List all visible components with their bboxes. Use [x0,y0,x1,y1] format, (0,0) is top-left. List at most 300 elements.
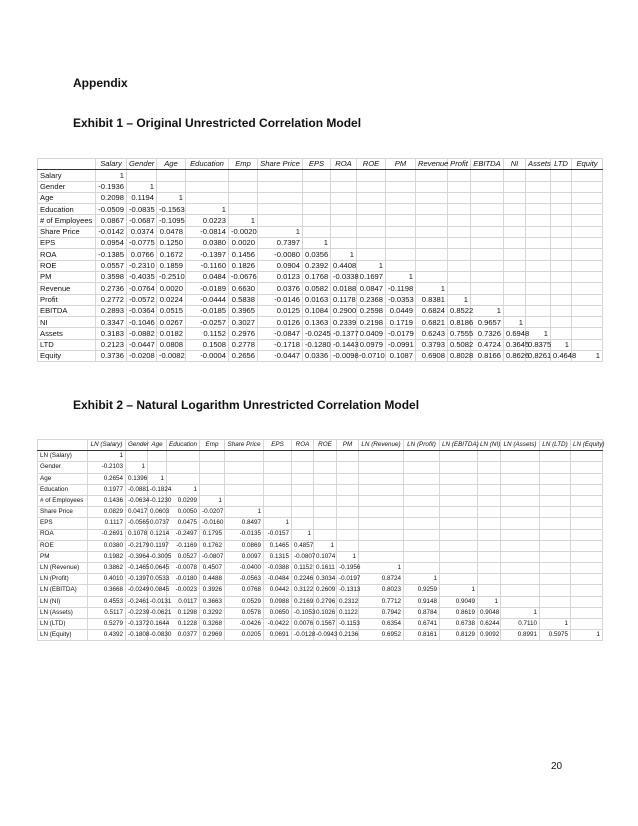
correlation-cell: 0.2246 [292,574,314,585]
column-header: Revenue [416,159,448,170]
correlation-cell: -0.0249 [126,585,148,596]
correlation-cell [526,238,551,249]
corner-cell [38,159,96,170]
correlation-cell: 0.8028 [448,351,471,362]
correlation-cell: -0.0882 [127,328,157,339]
correlation-cell [572,170,603,181]
correlation-cell: -0.0208 [127,351,157,362]
correlation-cell: 0.2123 [96,339,127,350]
correlation-cell: 0.0529 [225,596,264,607]
table-row [38,462,603,473]
correlation-cell [504,226,526,237]
header-row [38,440,603,451]
correlation-cell: 0.0188 [331,283,357,294]
correlation-cell: 0.6952 [359,630,404,641]
correlation-cell: 1 [167,484,200,495]
correlation-cell [501,551,540,562]
correlation-cell: 0.1859 [157,260,186,271]
correlation-cell [331,226,357,237]
table-row [38,529,603,540]
table-row [38,518,603,529]
correlation-cell [331,238,357,249]
correlation-cell [292,462,314,473]
correlation-cell [571,585,603,596]
correlation-cell: 0.1611 [314,563,337,574]
correlation-cell: 0.7397 [258,238,303,249]
column-header: PM [337,440,359,451]
correlation-cell: -0.0710 [357,351,386,362]
correlation-cell: 1 [229,215,258,226]
correlation-cell [448,271,471,282]
column-header: EBITDA [471,159,504,170]
correlation-cell: 0.6948 [504,328,526,339]
correlation-cell [448,283,471,294]
table-row [38,563,603,574]
correlation-cell [572,238,603,249]
correlation-cell [551,192,572,203]
correlation-cell: 0.3668 [88,585,126,596]
correlation-cell: -0.2179 [126,540,148,551]
correlation-cell [359,462,404,473]
correlation-cell [540,451,571,462]
correlation-cell [526,317,551,328]
correlation-cell: -0.0634 [126,495,148,506]
table-row [38,574,603,585]
correlation-cell [478,518,501,529]
correlation-cell [572,294,603,305]
correlation-cell: 0.2598 [357,305,386,316]
correlation-cell [504,215,526,226]
correlation-cell [572,204,603,215]
correlation-cell: 0.0125 [258,305,303,316]
correlation-cell: 0.0578 [225,607,264,618]
correlation-cell [314,484,337,495]
correlation-cell: 0.4392 [88,630,126,641]
table-row [38,495,603,506]
correlation-cell [200,462,225,473]
correlation-cell: -0.0447 [127,339,157,350]
correlation-cell: 0.1826 [229,260,258,271]
correlation-cell [572,260,603,271]
correlation-cell: 0.0515 [157,305,186,316]
correlation-cell [127,170,157,181]
correlation-cell: 0.0484 [186,271,229,282]
correlation-cell: 0.7942 [359,607,404,618]
correlation-cell [571,563,603,574]
correlation-cell [478,462,501,473]
correlation-cell [571,451,603,462]
correlation-cell [200,473,225,484]
correlation-cell [448,215,471,226]
correlation-cell: -0.0565 [126,518,148,529]
correlation-cell: 0.1152 [292,563,314,574]
correlation-cell [357,170,386,181]
correlation-cell [572,181,603,192]
correlation-cell: 0.0409 [357,328,386,339]
correlation-cell [225,495,264,506]
correlation-cell: 1 [292,529,314,540]
correlation-cell: 1 [526,328,551,339]
correlation-cell: 0.0557 [96,260,127,271]
correlation-cell: 1 [225,507,264,518]
correlation-cell [440,473,478,484]
correlation-cell [303,192,331,203]
column-header: LN (Equity) [571,440,603,451]
correlation-cell: 0.2796 [314,596,337,607]
correlation-cell [448,226,471,237]
table-row [38,351,603,362]
correlation-cell [571,529,603,540]
correlation-cell: 1 [540,619,571,630]
correlation-cell [331,170,357,181]
correlation-cell [337,529,359,540]
correlation-cell: 0.0376 [258,283,303,294]
correlation-cell: 0.1363 [303,317,331,328]
correlation-cell: 1 [337,551,359,562]
corner-cell [38,440,88,451]
correlation-cell: 0.1084 [303,305,331,316]
correlation-cell: 0.6741 [404,619,440,630]
correlation-cell: 0.0867 [96,215,127,226]
correlation-cell: 0.3268 [200,619,225,630]
correlation-cell [478,484,501,495]
correlation-cell [540,540,571,551]
correlation-cell [501,495,540,506]
correlation-cell: 1 [331,249,357,260]
correlation-cell [404,451,440,462]
correlation-cell [571,518,603,529]
row-label: PM [38,551,88,562]
correlation-cell [504,170,526,181]
correlation-cell: -0.0388 [264,563,292,574]
page-number: 20 [551,761,563,772]
correlation-cell [314,462,337,473]
correlation-cell [471,260,504,271]
table-row [38,215,603,226]
correlation-cell [572,215,603,226]
correlation-cell [572,328,603,339]
row-label: EBITDA [38,305,96,316]
correlation-cell: 1 [478,596,501,607]
correlation-cell [478,585,501,596]
correlation-cell: -0.0189 [186,283,229,294]
correlation-cell: 0.1508 [186,339,229,350]
correlation-cell: 0.1795 [200,529,225,540]
correlation-cell [357,226,386,237]
correlation-cell: 0.0374 [127,226,157,237]
correlation-cell [337,495,359,506]
correlation-cell [386,260,416,271]
column-header: LN (NI) [478,440,501,451]
correlation-cell [264,507,292,518]
correlation-cell: 0.0050 [167,507,200,518]
correlation-cell: 0.8991 [501,630,540,641]
correlation-cell [404,507,440,518]
correlation-cell: -0.2691 [88,529,126,540]
correlation-cell: 0.0223 [186,215,229,226]
correlation-cell: 0.1396 [126,473,148,484]
correlation-cell: 0.0979 [357,339,386,350]
exhibit-2-title: Exhibit 2 – Natural Logarithm Unrestricted Correlation Model [73,398,420,412]
correlation-cell [186,170,229,181]
correlation-cell [331,192,357,203]
correlation-cell [571,484,603,495]
correlation-cell [471,283,504,294]
correlation-cell: -0.0830 [148,630,167,641]
correlation-cell [540,585,571,596]
correlation-cell: 0.0020 [229,238,258,249]
correlation-cell [416,170,448,181]
row-label: ROA [38,529,88,540]
correlation-cell: -0.0807 [292,551,314,562]
table-row [38,473,603,484]
correlation-cell: 0.8186 [448,317,471,328]
correlation-cell [167,462,200,473]
correlation-cell [572,305,603,316]
correlation-cell: -0.0098 [331,351,357,362]
column-header: ROE [314,440,337,451]
correlation-cell: 0.1117 [88,518,126,529]
correlation-cell: 0.6821 [416,317,448,328]
correlation-cell: 0.0808 [157,339,186,350]
correlation-cell: 0.0299 [167,495,200,506]
row-label: LN (NI) [38,596,88,607]
correlation-cell: -0.0814 [186,226,229,237]
correlation-cell: -0.0807 [200,551,225,562]
correlation-cell: 0.8129 [440,630,478,641]
correlation-cell [359,473,404,484]
column-header: LN (EBITDA) [440,440,478,451]
correlation-cell: 0.0123 [258,271,303,282]
correlation-cell: 0.1152 [186,328,229,339]
correlation-cell: 0.1214 [148,529,167,540]
correlation-cell [478,507,501,518]
correlation-cell [292,518,314,529]
correlation-cell: 0.1644 [148,619,167,630]
correlation-cell [551,305,572,316]
correlation-cell: 0.2098 [96,192,127,203]
correlation-cell [471,215,504,226]
correlation-cell: 0.8626 [504,351,526,362]
correlation-cell: 0.3793 [416,339,448,350]
correlation-cell: -0.1372 [126,619,148,630]
correlation-cell [526,271,551,282]
correlation-cell: -0.1198 [386,283,416,294]
row-label: Education [38,484,88,495]
correlation-cell: 0.4408 [331,260,357,271]
correlation-cell [404,473,440,484]
correlation-cell [471,204,504,215]
correlation-cell [126,451,148,462]
correlation-cell [504,260,526,271]
column-header: Age [148,440,167,451]
correlation-cell [551,238,572,249]
row-label: Salary [38,170,96,181]
correlation-cell [258,215,303,226]
correlation-cell: -0.0080 [258,249,303,260]
correlation-cell [526,215,551,226]
correlation-cell: -0.1169 [167,540,200,551]
correlation-cell: 0.1087 [386,351,416,362]
correlation-cell [416,238,448,249]
correlation-cell: 0.3292 [200,607,225,618]
correlation-cell [337,507,359,518]
correlation-cell: -0.0185 [186,305,229,316]
correlation-cell: -0.1313 [337,585,359,596]
correlation-cell [504,294,526,305]
table-row [38,619,603,630]
correlation-cell: -0.0082 [157,351,186,362]
column-header: Emp [200,440,225,451]
correlation-cell: -0.1824 [148,484,167,495]
correlation-cell: 1 [200,495,225,506]
correlation-cell: 1 [303,238,331,249]
correlation-cell: 0.0475 [167,518,200,529]
correlation-cell: 0.8784 [404,607,440,618]
correlation-cell: 0.0829 [88,507,126,518]
correlation-cell: 0.4857 [292,540,314,551]
correlation-cell: 0.2169 [292,596,314,607]
correlation-cell: -0.1280 [303,339,331,350]
correlation-cell: 0.6908 [416,351,448,362]
correlation-cell: -0.0422 [264,619,292,630]
correlation-cell: 0.1436 [88,495,126,506]
correlation-cell [504,249,526,260]
correlation-cell: 0.0417 [126,507,148,518]
table-row [38,451,603,462]
correlation-cell [359,518,404,529]
correlation-cell: -0.0881 [126,484,148,495]
row-label: Share Price [38,507,88,518]
correlation-cell: 0.3663 [200,596,225,607]
correlation-cell [440,518,478,529]
correlation-cell [551,226,572,237]
correlation-cell: 0.4648 [551,351,572,362]
correlation-cell [440,574,478,585]
correlation-cell [404,462,440,473]
correlation-cell [540,473,571,484]
correlation-cell: 0.5838 [229,294,258,305]
correlation-cell [571,574,603,585]
correlation-cell [501,462,540,473]
correlation-cell [501,563,540,574]
correlation-cell: -0.1936 [96,181,127,192]
correlation-cell [540,462,571,473]
correlation-cell [225,484,264,495]
correlation-cell [504,238,526,249]
correlation-cell: 1 [127,181,157,192]
correlation-cell [501,574,540,585]
correlation-cell: 0.5975 [540,630,571,641]
row-label: EPS [38,238,96,249]
correlation-cell [314,507,337,518]
row-label: EPS [38,518,88,529]
row-label: Revenue [38,283,96,294]
correlation-cell [571,540,603,551]
correlation-cell [551,294,572,305]
correlation-cell [186,181,229,192]
correlation-cell [404,563,440,574]
table-row [38,294,603,305]
correlation-cell [448,192,471,203]
correlation-cell [572,249,603,260]
column-header: LN (Revenue) [359,440,404,451]
correlation-cell: 0.3965 [229,305,258,316]
correlation-cell: -0.1397 [126,574,148,585]
correlation-cell [440,462,478,473]
correlation-cell [501,529,540,540]
correlation-cell: 0.1315 [264,551,292,562]
correlation-cell [440,451,478,462]
correlation-cell: -0.1397 [186,249,229,260]
correlation-cell: 0.0377 [167,630,200,641]
correlation-cell: -0.0131 [148,596,167,607]
correlation-cell: 0.4724 [471,339,504,350]
correlation-cell: -0.0020 [229,226,258,237]
correlation-cell [337,518,359,529]
correlation-cell: 1 [359,563,404,574]
correlation-cell [440,529,478,540]
correlation-cell [229,192,258,203]
correlation-cell: 0.3645 [504,339,526,350]
correlation-cell [229,204,258,215]
correlation-cell [572,192,603,203]
correlation-cell [416,181,448,192]
correlation-cell: -0.0764 [127,283,157,294]
correlation-cell: -0.0687 [127,215,157,226]
correlation-cell: 0.8724 [359,574,404,585]
correlation-cell: 0.1982 [88,551,126,562]
correlation-cell [526,192,551,203]
correlation-cell: 0.0117 [167,596,200,607]
correlation-cell [540,507,571,518]
correlation-cell [314,518,337,529]
correlation-cell [359,484,404,495]
correlation-cell: 0.2136 [337,630,359,641]
correlation-cell: 0.0766 [127,249,157,260]
column-header: Share Price [225,440,264,451]
correlation-cell [264,462,292,473]
correlation-cell [186,192,229,203]
correlation-cell [264,495,292,506]
correlation-cell: 0.6354 [359,619,404,630]
correlation-cell [386,215,416,226]
row-label: LN (Revenue) [38,563,88,574]
correlation-cell: 1 [96,170,127,181]
column-header: Emp [229,159,258,170]
correlation-cell: 0.0847 [357,283,386,294]
correlation-cell [501,596,540,607]
correlation-cell [386,238,416,249]
correlation-cell: 0.0356 [303,249,331,260]
correlation-cell: 0.9657 [471,317,504,328]
column-header: LTD [551,159,572,170]
correlation-cell [337,451,359,462]
row-label: NI [38,317,96,328]
column-header: LN (LTD) [540,440,571,451]
row-label: LN (Assets) [38,607,88,618]
correlation-cell [572,226,603,237]
correlation-cell [448,204,471,215]
correlation-cell: 0.8261 [526,351,551,362]
correlation-cell: 1 [357,260,386,271]
correlation-cell: 0.0267 [157,317,186,328]
table-row [38,607,603,618]
correlation-cell: -0.1153 [337,619,359,630]
correlation-cell: -0.1956 [337,563,359,574]
correlation-cell [501,540,540,551]
correlation-cell: 0.0845 [148,585,167,596]
